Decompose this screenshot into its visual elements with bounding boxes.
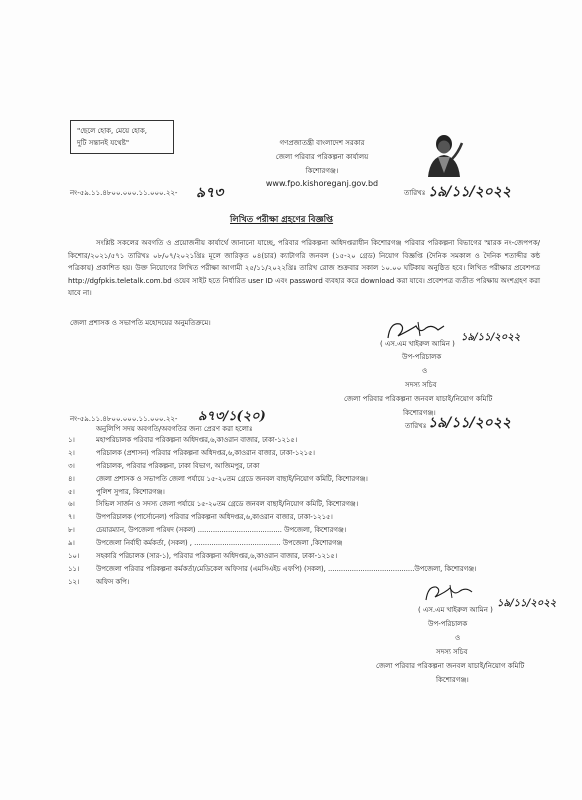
notice-title: লিখিত পরীক্ষা গ্রহণের বিজ্ঞপ্তি — [230, 215, 334, 225]
signatory-and: ও — [422, 367, 428, 375]
distribution-item-text: উপজেলা পরিবার পরিকল্পনা কর্মকর্তা/মেডিকেল অফিসার (এমসিএইচ এফপি) (সকল), ........................................উপজেলা, কিশোরগঞ্জ। — [96, 564, 477, 573]
memo2-date-label: তারিখঃ — [405, 422, 427, 430]
slogan-line-1: "ছেলে হোক, মেয়ে হোক, — [77, 127, 148, 135]
distribution-item-text: চেয়ারম্যান, উপজেলা পরিষদ (সকল) ....................................... উপজেলা, কিশোরগঞ্জ। — [96, 526, 347, 535]
header-district: কিশোরগঞ্জ। — [305, 167, 339, 175]
distribution-item-number: ১। — [68, 436, 75, 444]
distribution-item — [68, 537, 538, 550]
distribution-item — [68, 498, 538, 511]
distribution-item-number: ১০। — [68, 552, 80, 561]
distribution-item — [68, 434, 538, 447]
copy-intro: অনুলিপি সদয় অবগতি/অবগতির জন্য প্রেরণ করা হলোঃ — [96, 425, 253, 433]
distribution-item-number: ৭। — [68, 513, 75, 522]
distribution-item-number: ১২। — [68, 577, 80, 586]
distribution-item-number: ৯। — [68, 539, 75, 548]
distribution-item-text: সহকারি পরিচালক (সার-১), পরিবার পরিকল্পনা অধিদপ্তর,৬,কাওরান বাজার, ঢাকা-১২১৫। — [96, 552, 338, 561]
distribution-item-text: পরিচালক (প্রশাসন) পরিবার পরিকল্পনা অধিদপ্তর,৬,কাওরান বাজার, ঢাকা-১২১৫। — [96, 448, 315, 457]
portrait-illustration — [422, 133, 466, 179]
header-office: জেলা পরিবার পরিকল্পনা কার্যালয় — [275, 153, 369, 161]
signatory2-designation: উপ-পরিচালক — [428, 620, 468, 628]
body-paragraph: সংশ্লিষ্ট সকলের অবগতি ও প্রয়োজনীয় কার্যার্থে জানানো যাচ্ছে, পরিবার পরিকল্পনা অধিদপ্তরাধীন কিশোরগঞ্জ পরিবার পরিকল্পনা বিভাগের স্মারক নং-জেপপক/কিশোর/২০২১/৫৭১ তারিখঃ ০৮/০৭/২০২১খ্রিঃ মূলে জারিকৃত ০৪(চার) ক্যাটাগরি জনবল (১৫-২০ গ্রেড) নিয়োগ বিজ্ঞপ্তি (দৈনিক সমকাল ও দৈনিক শতাব্দীর কন্ঠ পত্রিকায়) প্রকাশিত হয়। উক্ত নিয়োগের লিখিত পরীক্ষা আগামী ২৫/১১/২০২২খ্রিঃ তারিখ রোজ শুক্রবার সকাল ১০.০০ ঘটিকায় অনুষ্ঠিত হবে। লিখিত পরীক্ষার প্রবেশপত্র http://dgfpkis.teletalk.com.bd ওয়েব সাইট হতে নির্ধারিত user ID এবং password ব্যবহার করে download করা যাবে। প্রবেশপত্র ব্যতীত পরিক্ষায় অংশগ্রহণ করা যাবে না। — [68, 239, 540, 298]
header-website[interactable]: www.fpo.kishoreganj.gov.bd — [265, 179, 379, 188]
distribution-item — [68, 460, 538, 473]
distribution-item-number: ৩। — [68, 461, 75, 470]
signatory-committee: জেলা পরিবার পরিকল্পনা জনবল যাচাই/নিয়োগ কমিটি — [344, 395, 493, 403]
distribution-item-text: পুলিশ সুপার, কিশোরগঞ্জ। — [96, 487, 165, 496]
memo2-handwritten-number: ৯৭৩/১(২০) — [198, 409, 266, 424]
memo-number: নং-৫৯.১১.৪৮০০.০০০.১১.০০০.২২- — [70, 189, 178, 197]
distribution-item — [68, 524, 538, 537]
signatory2-and: ও — [455, 634, 461, 642]
header-government: গণপ্রজাতন্ত্রী বাংলাদেশ সরকার — [279, 139, 365, 147]
distribution-item-number: ৪। — [68, 474, 75, 483]
distribution-item — [68, 550, 538, 563]
distribution-item-text: উপজেলা নির্বাহী কর্মকর্তা, (সকল) , ........................................ উপজেলা ,কিশোরগঞ্জ — [96, 539, 343, 548]
distribution-item-text: মহাপরিচালক পরিবার পরিকল্পনা অধিদপ্তর,৬,কাওরান বাজার, ঢাকা-১২১৫। — [96, 436, 298, 444]
signatory2-name: ( এস.এম খাইরুল আমিন ) — [418, 606, 493, 614]
distribution-item — [68, 563, 538, 576]
signatory-district: কিশোরগঞ্জ। — [403, 409, 436, 417]
distribution-item-number: ৫। — [68, 487, 75, 496]
distribution-item — [68, 447, 538, 460]
distribution-item-number: ১১। — [68, 564, 80, 573]
signatory-designation: উপ-পরিচালক — [402, 353, 442, 361]
signatory-name: ( এস.এম খাইরুল আমিন ) — [380, 340, 455, 348]
distribution-item — [68, 511, 538, 524]
distribution-item-text: অফিস কপি। — [96, 577, 130, 586]
signatory2-committee: জেলা পরিবার পরিকল্পনা জনবল যাচাই/নিয়োগ কমিটি — [376, 662, 525, 670]
distribution-item-text: জেলা প্রশাসক ও সভাপতি জেলা পর্যায়ে ১৫-২০তম গ্রেডে জনবল বাছাই/নিয়োগ কমিটি, কিশোরগঞ্জ। — [96, 474, 368, 483]
distribution-item — [68, 486, 538, 499]
distribution-item-text: পরিচালক, পরিবার পরিকল্পনা, ঢাকা বিভাগ, আজিমপুর, ঢাকা — [96, 461, 260, 470]
signatory-role: সদস্য সচিব — [405, 381, 437, 389]
approval-line: জেলা প্রশাসক ও সভাপতি মহোদয়ের অনুমতিক্রমে। — [70, 319, 211, 327]
memo2-number: নং-৫৯.১১.৪৮০০.০০০.১১.০০০.২২- — [70, 415, 178, 423]
memo2-handwritten-date: ১৯/১১/২০২২ — [428, 415, 511, 431]
distribution-item-number: ২। — [68, 448, 75, 457]
distribution-list — [68, 434, 538, 589]
distribution-item-number: ৬। — [68, 500, 75, 509]
signatory2-district: কিশোরগঞ্জ। — [436, 676, 469, 684]
distribution-item-text: সিভিল সার্জন ও সদস্য জেলা পর্যায়ে ১৫-২০তম গ্রেডে জনবল বাছাই/নিয়োগ কমিটি, কিশোরগঞ্জ। — [96, 500, 359, 509]
signature-date: ১৯/১১/২০২২ — [461, 332, 521, 343]
memo-handwritten-date: ১৯/১১/২০২২ — [428, 184, 511, 200]
slogan-line-2: দুটি সন্তানই যথেষ্ট" — [77, 139, 130, 147]
distribution-item — [68, 473, 538, 486]
distribution-item-number: ৮। — [68, 526, 75, 535]
distribution-item-text: উপপরিচালক (পার্সোনেল) পরিবার পরিকল্পনা অধিদপ্তর,৬,কাওরান বাজার, ঢাকা-১২১৫। — [96, 513, 333, 522]
slogan-box — [70, 120, 174, 154]
signature2-date: ১৯/১১/২০২২ — [497, 598, 557, 609]
memo-handwritten-number: ৯৭৩ — [196, 185, 224, 201]
signatory2-role: সদস্য সচিব — [436, 648, 468, 656]
memo-date-label: তারিখঃ — [404, 189, 426, 197]
